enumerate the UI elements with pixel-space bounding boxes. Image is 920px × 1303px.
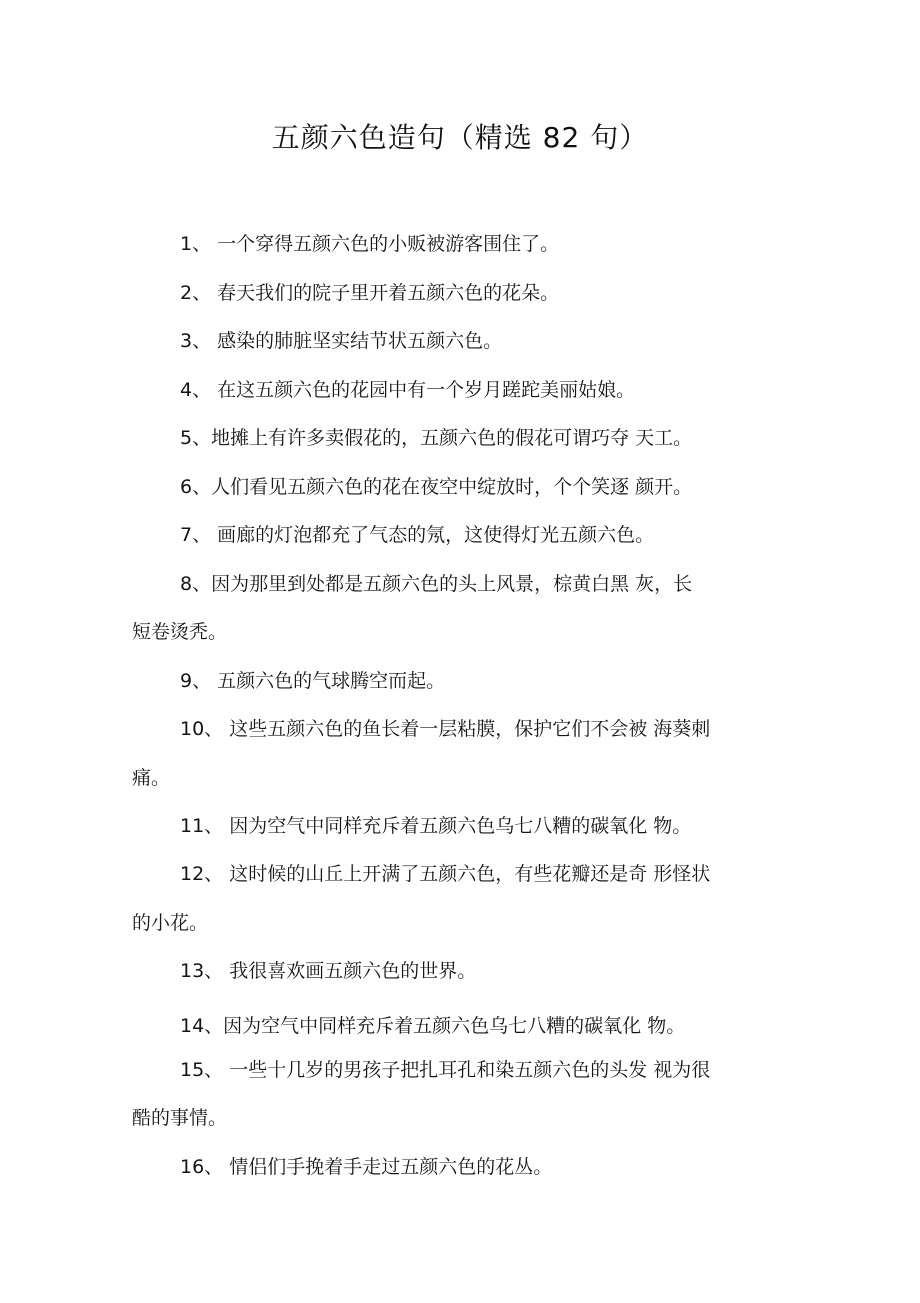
sentence-15: 15、 一些十几岁的男孩子把扎耳孔和染五颜六色的头发 视为很 — [180, 1059, 711, 1081]
sentence-16: 16、 情侣们手挽着手走过五颜六色的花丛。 — [180, 1156, 553, 1178]
sentence-12: 12、 这时候的山丘上开满了五颜六色，有些花瓣还是奇 形怪状 — [180, 863, 711, 885]
sentence-15-continued: 酷的事情。 — [132, 1107, 228, 1129]
sentence-5: 5、地摊上有许多卖假花的，五颜六色的假花可谓巧夺 天工。 — [180, 427, 693, 449]
sentence-8-continued: 短卷烫秃。 — [132, 621, 228, 643]
sentence-12-continued: 的小花。 — [132, 912, 209, 934]
sentence-4: 4、 在这五颜六色的花园中有一个岁月蹉跎美丽姑娘。 — [180, 379, 636, 401]
sentence-10: 10、 这些五颜六色的鱼长着一层粘膜，保护它们不会被 海葵刺 — [180, 718, 711, 740]
sentence-14: 14、因为空气中同样充斥着五颜六色乌七八糟的碳氧化 物。 — [180, 1015, 686, 1037]
sentence-7: 7、 画廊的灯泡都充了气态的氖，这使得灯光五颜六色。 — [180, 524, 655, 546]
sentence-1: 1、 一个穿得五颜六色的小贩被游客围住了。 — [180, 233, 560, 255]
sentence-10-continued: 痛。 — [132, 767, 171, 789]
sentence-11: 11、 因为空气中同样充斥着五颜六色乌七八糟的碳氧化 物。 — [180, 815, 692, 837]
sentence-9: 9、 五颜六色的气球腾空而起。 — [180, 670, 446, 692]
sentence-6: 6、人们看见五颜六色的花在夜空中绽放时，个个笑逐 颜开。 — [180, 476, 693, 498]
document-title: 五颜六色造句（精选 82 句） — [271, 121, 649, 154]
sentence-2: 2、 春天我们的院子里开着五颜六色的花朵。 — [180, 282, 560, 304]
sentence-3: 3、 感染的肺脏坚实结节状五颜六色。 — [180, 330, 503, 352]
sentence-8: 8、因为那里到处都是五颜六色的头上风景，棕黄白黑 灰，长 — [180, 573, 693, 595]
sentence-13: 13、 我很喜欢画五颜六色的世界。 — [180, 960, 477, 982]
